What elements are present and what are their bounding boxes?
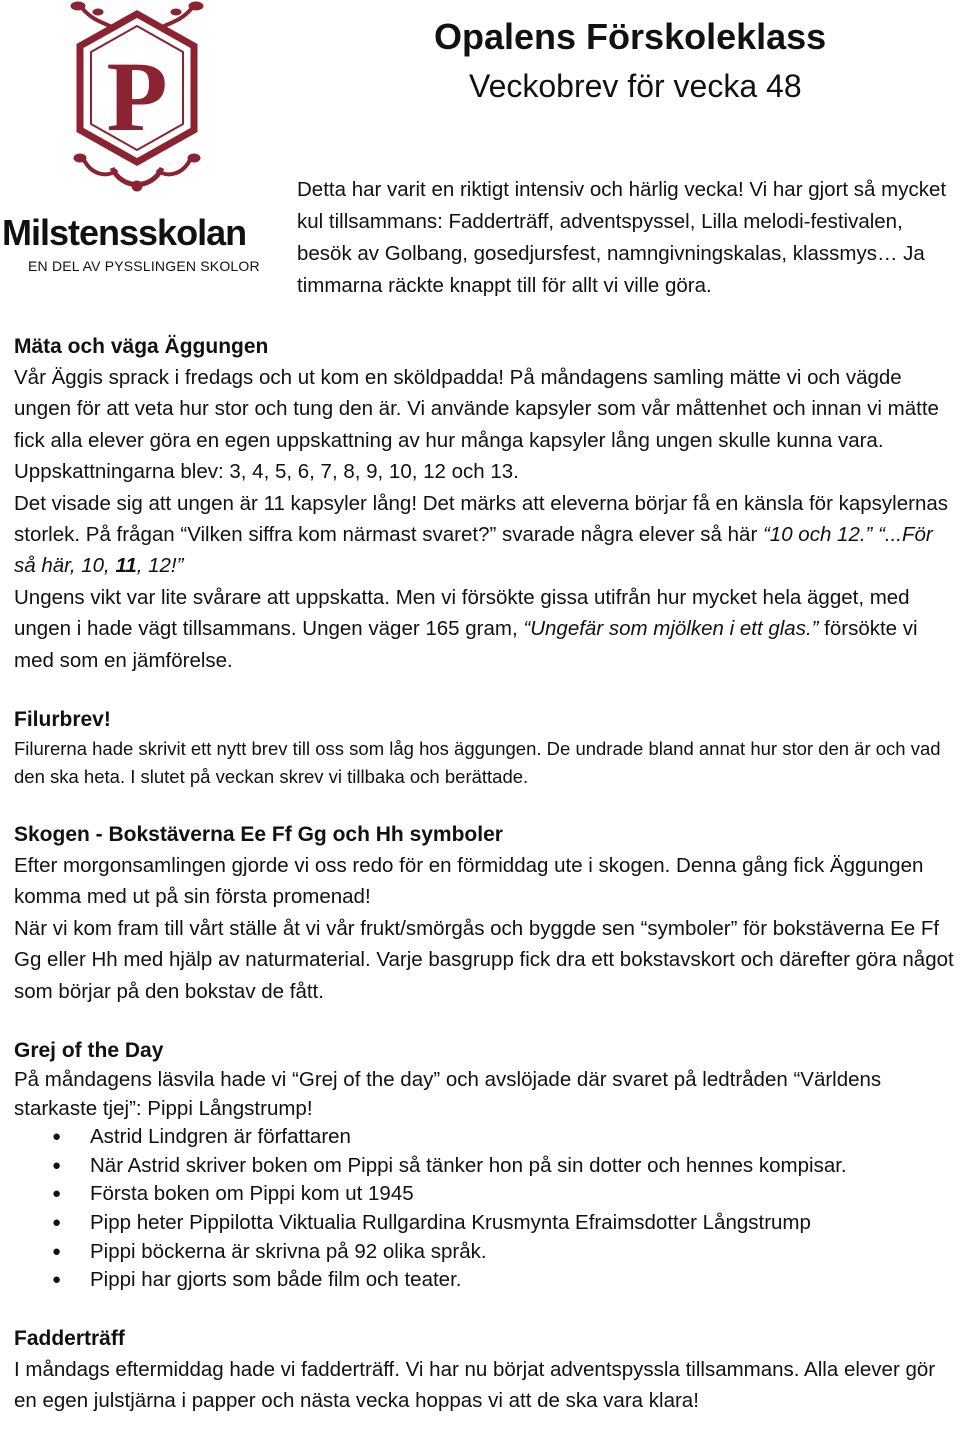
list-item: ● Första boken om Pippi kom ut 1945: [74, 1180, 954, 1209]
school-tagline: EN DEL AV PYSSLINGEN SKOLOR: [28, 258, 260, 274]
school-name: Milstensskolan: [2, 212, 247, 253]
paragraph: I måndags eftermiddag hade vi fadderträff. Vi har nu börjat adventspyssla tillsammans. Alla elever gör en egen julstjärna i papper och nästa vecka hoppas vi att de ska vara klara!: [14, 1357, 936, 1413]
school-logo: [0, 0, 280, 280]
section-grej: [14, 1036, 954, 1295]
section-mata: [14, 332, 954, 676]
section-heading: Filurbrev!: [14, 708, 111, 732]
section-heading: Fadderträff: [14, 1326, 125, 1350]
page-subtitle: Veckobrev för vecka 48: [469, 68, 802, 104]
paragraph: Vår Äggis sprack i fredags och ut kom en sköldpadda! På måndagens samling mätte vi och vägde ungen för att veta hur stor och tung den är. Vi använde kapsyler som vår måttenhet och innan vi mätte fick alla elever göra en egen uppskattning av hur många kapsyler lång ungen skulle kunna vara. Uppskattningarna blev: 3, 4, 5, 6, 7, 8, 9, 10, 12 och 13.: [14, 366, 939, 484]
list-item: ● Pipp heter Pippilotta Viktualia Rullgardina Krusmynta Efraimsdotter Långstrump: [74, 1209, 954, 1238]
intro-paragraph: Detta har varit en riktigt intensiv och härlig vecka! Vi har gjort så mycket kul tillsammans: Fadderträff, adventspyssel, Lilla melodi-festivalen, besök av Golbang, gosedjursfest, namngivningskalas, klassmys… Ja timmarna räckte knappt till för allt vi ville göra.: [297, 178, 947, 297]
paragraph: När vi kom fram till vårt ställe åt vi vår frukt/smörgås och byggde sen “symboler” för bokstäverna Ee Ff Gg eller Hh med hjälp av naturmaterial. Varje basgrupp fick dra ett bokstavskort och därefter göra något som börjar på den bokstav de fått.: [14, 916, 954, 1003]
paragraph: Ungens vikt var lite svårare att uppskatta. Men vi försökte gissa utifrån hur mycket hela ägget, med ungen i hade vägt tillsammans. Ungen väger 165 gram, “Ungefär som mjölken i ett glas.” försökte vi med som en jämförelse.: [14, 585, 918, 672]
crest-letter: P: [106, 41, 168, 152]
paragraph: Filurerna hade skrivit ett nytt brev till oss som låg hos äggungen. De undrade bland annat hur stor den är och vad den ska heta. I slutet på veckan skrev vi tillbaka och berättade.: [14, 738, 941, 788]
list-item: ● Astrid Lindgren är författaren: [74, 1123, 954, 1152]
section-heading: Grej of the Day: [14, 1039, 164, 1063]
page-title: Opalens Förskoleklass: [434, 16, 827, 57]
fact-list: [14, 1123, 954, 1295]
section-heading: Skogen - Bokstäverna Ee Ff Gg och Hh symboler: [14, 823, 503, 847]
paragraph: Efter morgonsamlingen gjorde vi oss redo för en förmiddag ute i skogen. Denna gång fick Äggungen komma med ut på sin första promenad!: [14, 854, 924, 909]
section-heading: Mäta och väga Äggungen: [14, 335, 269, 358]
section-fadder: [14, 1324, 954, 1417]
list-item: ● När Astrid skriver boken om Pippi så tänker hon på sin dotter och hennes kompisar.: [74, 1152, 954, 1181]
list-item: ● Pippi böckerna är skrivna på 92 olika språk.: [74, 1238, 954, 1267]
letter-body: [14, 332, 954, 1446]
section-skogen: [14, 820, 954, 1007]
list-item: ● Pippi har gjorts som både film och teater.: [74, 1266, 954, 1295]
paragraph: Det visade sig att ungen är 11 kapsyler lång! Det märks att eleverna börjar få en känsla för kapsylernas storlek. På frågan “Vilken siffra kom närmast svaret?” svarade några elever så här “10 och 12.” “...För så här, 10, 11, 12!”: [14, 491, 948, 578]
pysslingen-crest-icon: [62, 0, 212, 200]
section-filur: [14, 705, 954, 791]
paragraph: På måndagens läsvila hade vi “Grej of the day” och avslöjade där svaret på ledtråden “Världens starkaste tjej”: Pippi Långstrump!: [14, 1068, 882, 1120]
